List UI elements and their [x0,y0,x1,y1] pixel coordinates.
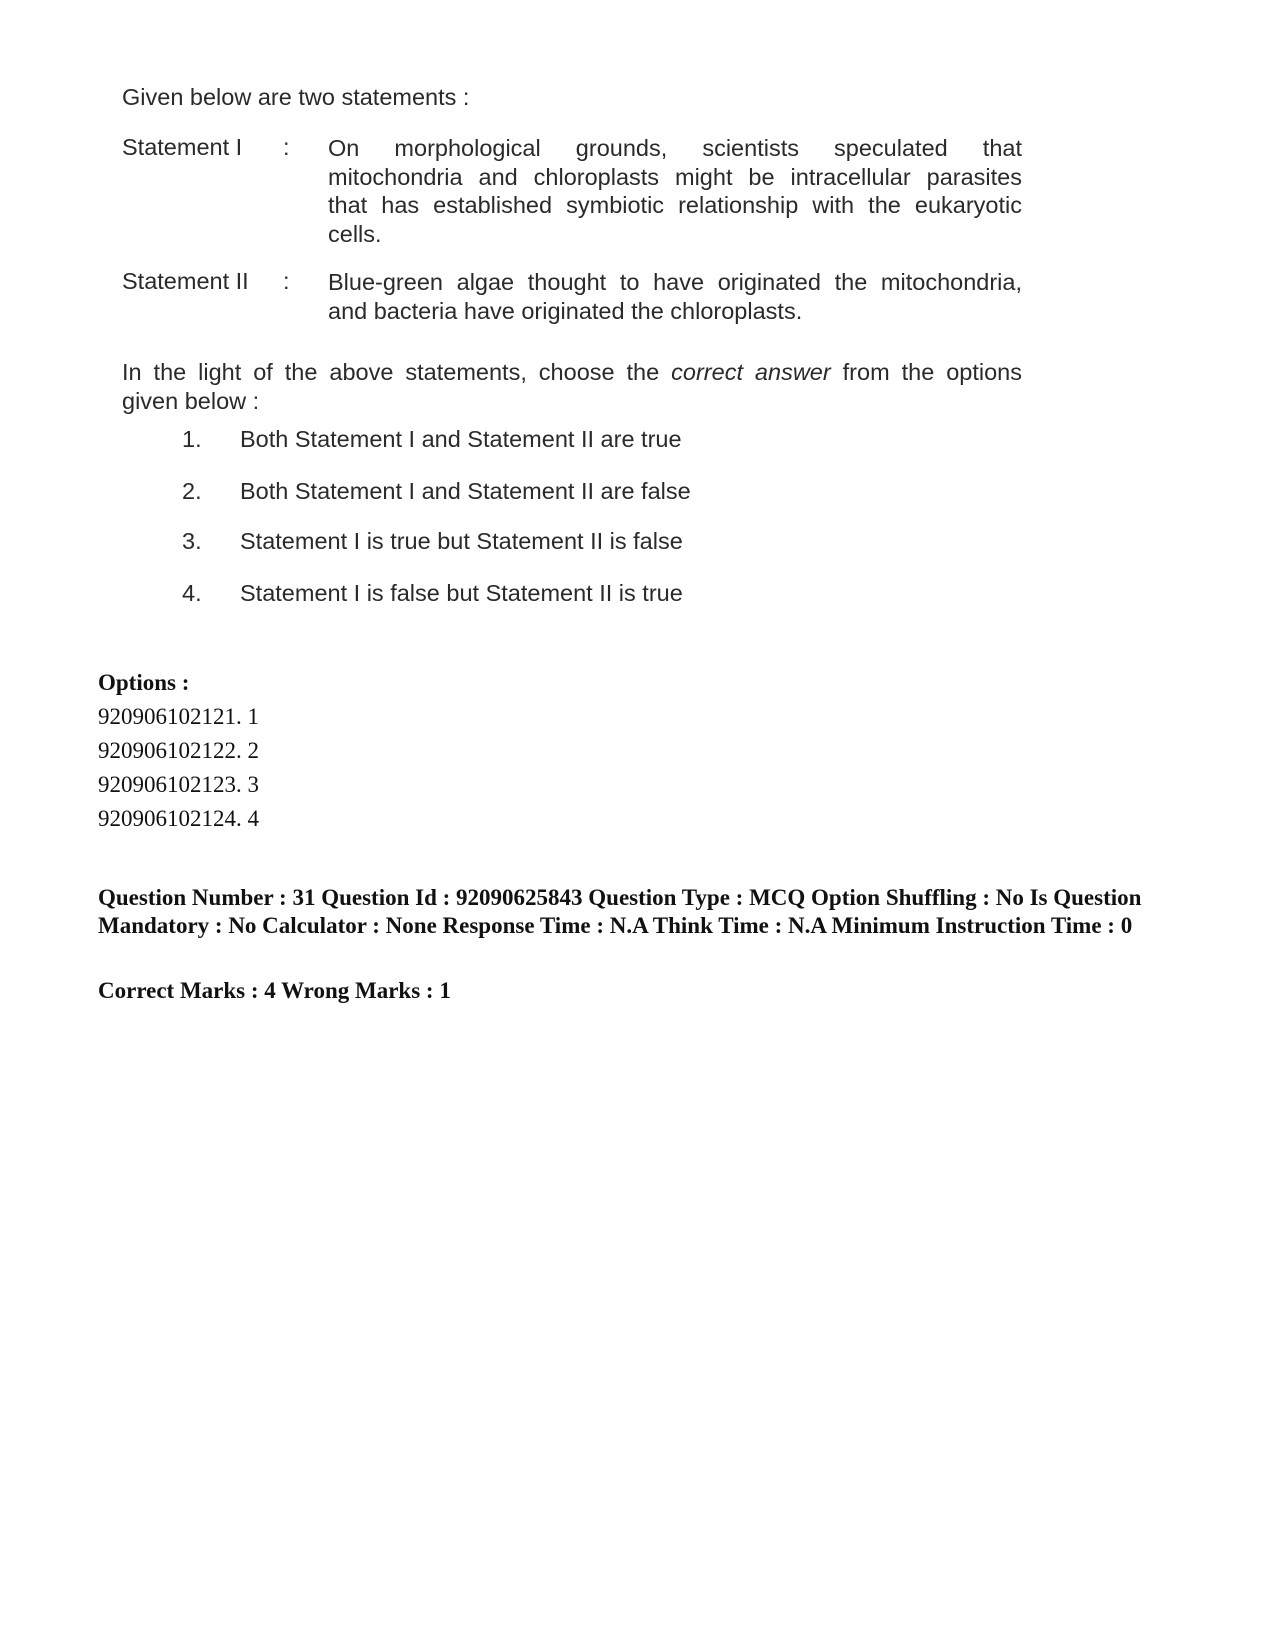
question-intro: Given below are two statements : [122,84,470,110]
statement-1-line: mitochondria and chloroplasts might be intracellular parasites [328,163,1022,190]
option-item: 920906102122. 2 [98,738,259,763]
choice-text: Both Statement I and Statement II are false [240,478,691,504]
instruction-line-2: given below : [122,387,260,414]
choice-number: 1. [182,426,202,452]
statement-1-label: Statement I [122,134,243,160]
question-metadata: Question Number : 31 Question Id : 92090625843 Question Type : MCQ Option Shuffling : No Is Question Mandatory : No Calculator : None Response Time : N.A Think Time : N.A Minimum Instruction Time : 0 [98,885,1142,938]
statement-2-text [328,268,1022,325]
instruction-emphasis: correct answer [671,359,831,385]
statement-2-line: Blue-green algae thought to have originated the mitochondria, [328,269,1022,295]
option-item: 920906102123. 3 [98,772,259,797]
choice-number: 2. [182,478,202,504]
answer-choice [182,580,683,607]
statement-1-line: On morphological grounds, scientists speculated that [328,135,1022,161]
choice-text: Statement I is true but Statement II is false [240,528,683,554]
marks-info: Correct Marks : 4 Wrong Marks : 1 [98,978,451,1003]
statement-1-separator: : [283,134,290,160]
answer-choice [182,478,691,505]
choice-number: 3. [182,528,202,554]
choice-number: 4. [182,580,202,606]
statement-2-line: and bacteria have originated the chloroplasts. [328,297,803,324]
instruction-before: In the light of the above statements, choose the [122,359,660,385]
question-instruction [122,358,1022,415]
statement-1-text [328,134,1022,248]
choice-text: Statement I is false but Statement II is true [240,580,683,606]
statement-2-separator: : [283,268,290,294]
answer-choice [182,528,683,555]
statement-1-line: that has established symbiotic relationship with the eukaryotic [328,192,1022,218]
statement-1-line: cells. [328,220,382,247]
option-item: 920906102124. 4 [98,806,259,831]
instruction-line-1 [122,358,1022,387]
choice-text: Both Statement I and Statement II are true [240,426,682,452]
instruction-after: from the options [842,359,1022,385]
answer-choice [182,426,682,453]
statement-2-label: Statement II [122,268,249,294]
option-item: 920906102121. 1 [98,704,259,729]
options-heading: Options : [98,670,190,695]
